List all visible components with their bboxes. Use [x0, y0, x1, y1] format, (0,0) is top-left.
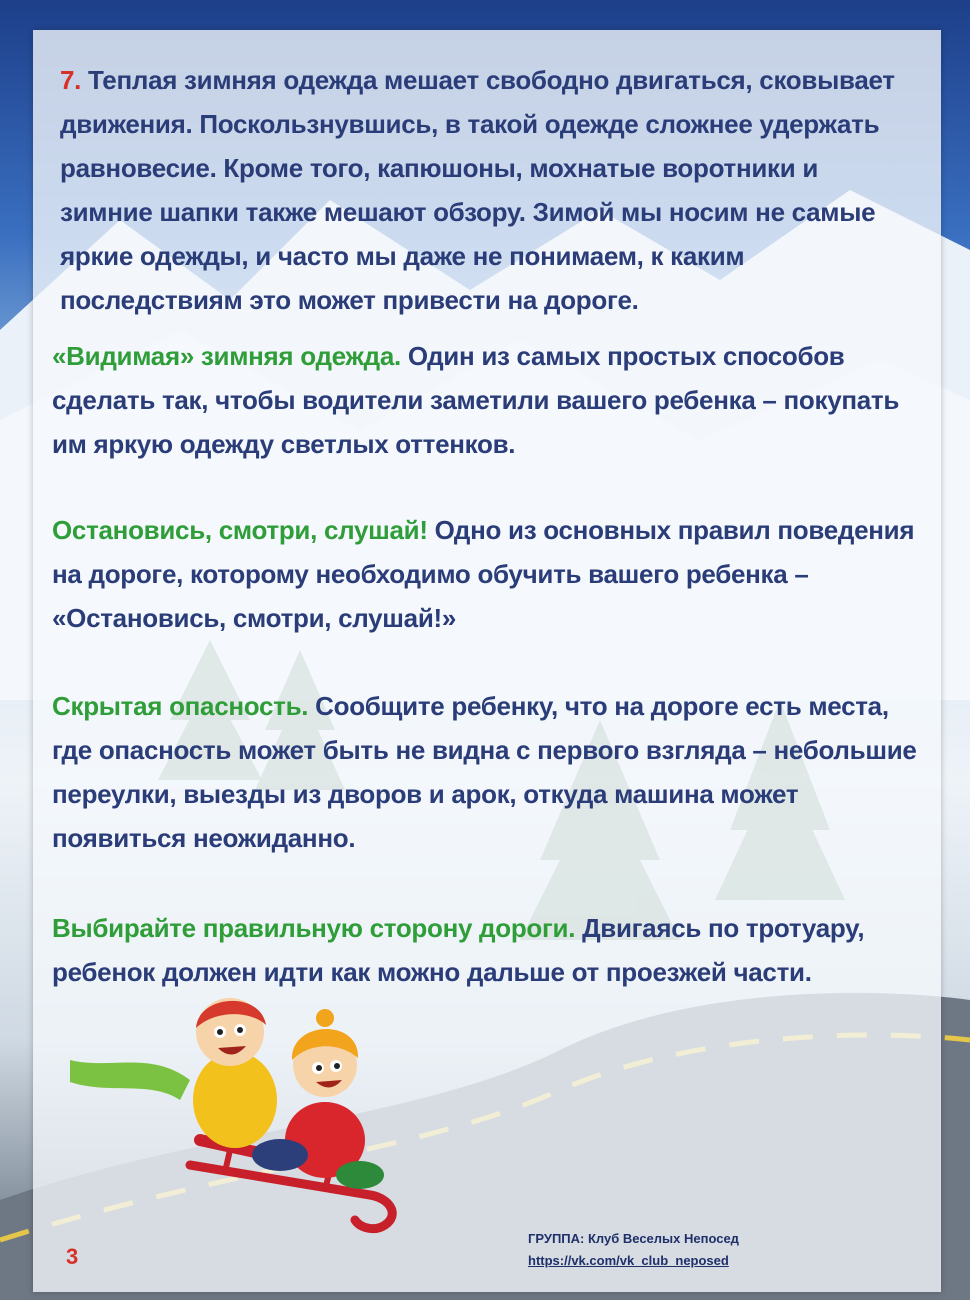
- paragraph-heading: Выбирайте правильную сторону дороги.: [52, 913, 576, 943]
- paragraph-heading: Остановись, смотри, слушай!: [52, 515, 428, 545]
- paragraph-text: Теплая зимняя одежда мешает свободно двигаться, сковывает движения. Поскользнувшись, в такой одежде сложнее удержать равновесие. Кроме того, капюшоны, мохнатые воротники и зимние шапки также мешают обзору. Зимой мы носим не самые яркие одежды, и часто мы даже не понимаем, к каким последствиям это может привести на дороге.: [60, 65, 895, 315]
- footer-credits: [528, 1228, 828, 1272]
- paragraph-text: Один из самых простых способов сделать так, чтобы водители заметили вашего ребенка – покупать им яркую одежду светлых оттенков.: [52, 341, 900, 459]
- paragraph-text: Сообщите ребенку, что на дороге есть места, где опасность может быть не видна с первого взгляда – небольшие переулки, выезды из дворов и арок, откуда машина может появиться неожиданно.: [52, 691, 917, 853]
- footer-url-link[interactable]: https://vk.com/vk_club_neposed: [528, 1253, 729, 1268]
- paragraph-text: Одно из основных правил поведения на дороге, которому необходимо обучить вашего ребенка – «Остановись, смотри, слушай!»: [52, 515, 915, 633]
- paragraph-right-side-of-road: [52, 906, 922, 994]
- paragraph-heading: «Видимая» зимняя одежда.: [52, 341, 401, 371]
- page-number: 3: [66, 1244, 79, 1269]
- paragraph-heading: Скрытая опасность.: [52, 691, 309, 721]
- children-on-sled-illustration: [40, 990, 430, 1240]
- paragraph-hidden-danger: [52, 684, 922, 860]
- paragraph-winter-clothing: [60, 58, 900, 322]
- paragraph-stop-look-listen: [52, 508, 922, 640]
- paragraph-text: Двигаясь по тротуару, ребенок должен идти как можно дальше от проезжей части.: [52, 913, 865, 987]
- paragraph-number: 7.: [60, 65, 82, 95]
- footer-group: ГРУППА: Клуб Веселых Непосед: [528, 1231, 739, 1246]
- paragraph-visible-clothing: [52, 334, 922, 466]
